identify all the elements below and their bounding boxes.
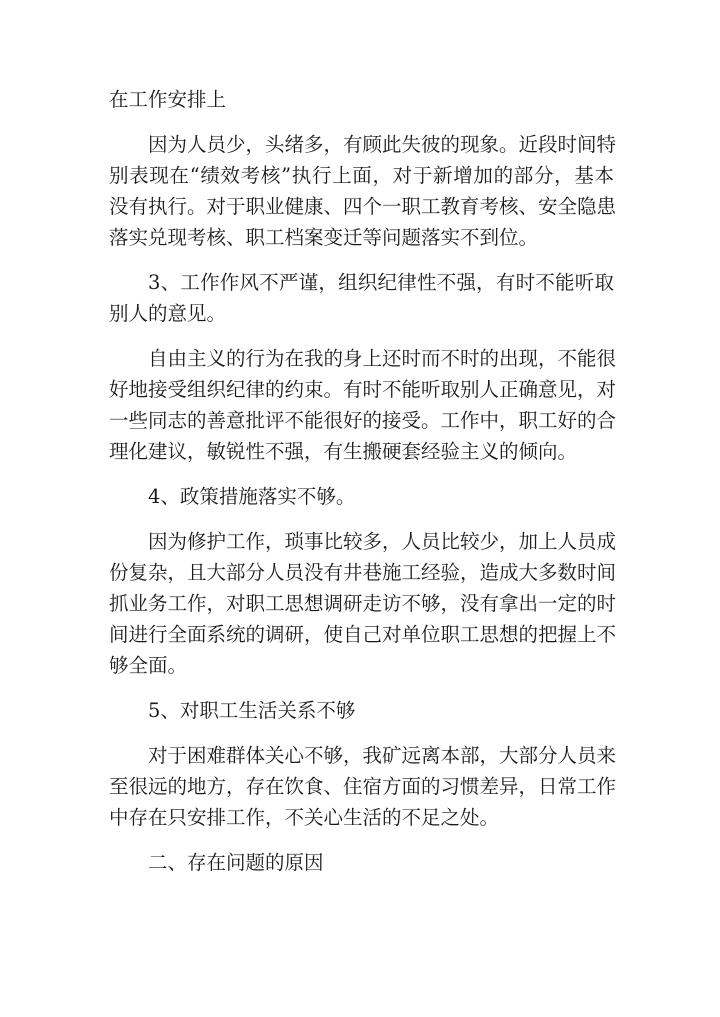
paragraph-policy-heading — [109, 481, 614, 512]
text-line: 没有执行。对于职业健康、四个一职工教育考核、安全隐患 — [109, 195, 617, 218]
text-line: 好地接受组织纪律的约束。有时不能听取别人正确意见，对 — [109, 378, 617, 401]
document-body — [109, 84, 617, 878]
text-line: 一些同志的善意批评不能很好的接受。工作中，职工好的合 — [109, 409, 617, 432]
paragraph-work-arrangement-heading — [109, 84, 614, 115]
text-line: 3、工作作风不严谨，组织纪律性不强，有时不能听取 — [148, 271, 614, 294]
text-line: 二、存在问题的原因 — [148, 851, 324, 874]
paragraph-staff-life-heading — [109, 695, 614, 726]
text-line: 够全面。 — [109, 654, 188, 677]
paragraph-work-arrangement-body — [109, 129, 617, 253]
text-line: 5、对职工生活关系不够 — [148, 699, 356, 722]
text-line: 自由主义的行为在我的身上还时而不时的出现，不能很 — [148, 347, 617, 370]
text-line: 至很远的地方，存在饮食、住宿方面的习惯差异，日常工作 — [109, 775, 617, 798]
text-line: 因为人员少，头绪多，有顾此失彼的现象。近段时间特 — [148, 133, 617, 156]
text-line: 在工作安排上 — [109, 88, 227, 111]
text-line: 理化建议，敏锐性不强，有生搬硬套经验主义的倾向。 — [109, 440, 578, 463]
text-line: 因为修护工作，琐事比较多，人员比较少，加上人员成 — [148, 530, 617, 553]
text-line: 中存在只安排工作，不关心生活的不足之处。 — [109, 806, 500, 829]
paragraph-causes-heading — [109, 847, 614, 878]
text-line: 抓业务工作，对职工思想调研走访不够，没有拿出一定的时 — [109, 592, 617, 615]
paragraph-work-style-body — [109, 343, 617, 467]
paragraph-staff-life-body — [109, 740, 617, 833]
text-line: 落实兑现考核、职工档案变迁等问题落实不到位。 — [109, 226, 539, 249]
paragraph-policy-body — [109, 526, 617, 681]
text-line: 份复杂，且大部分人员没有井巷施工经验，造成大多数时间 — [109, 561, 617, 584]
paragraph-work-style-heading — [109, 267, 614, 329]
text-line: 别表现在“绩效考核”执行上面，对于新增加的部分，基本 — [109, 164, 614, 187]
text-line: 4、政策措施落实不够。 — [148, 485, 356, 508]
text-line: 对于困难群体关心不够，我矿远离本部，大部分人员来 — [148, 744, 617, 767]
text-line: 间进行全面系统的调研，使自己对单位职工思想的把握上不 — [109, 623, 617, 646]
text-line: 别人的意见。 — [109, 302, 227, 325]
